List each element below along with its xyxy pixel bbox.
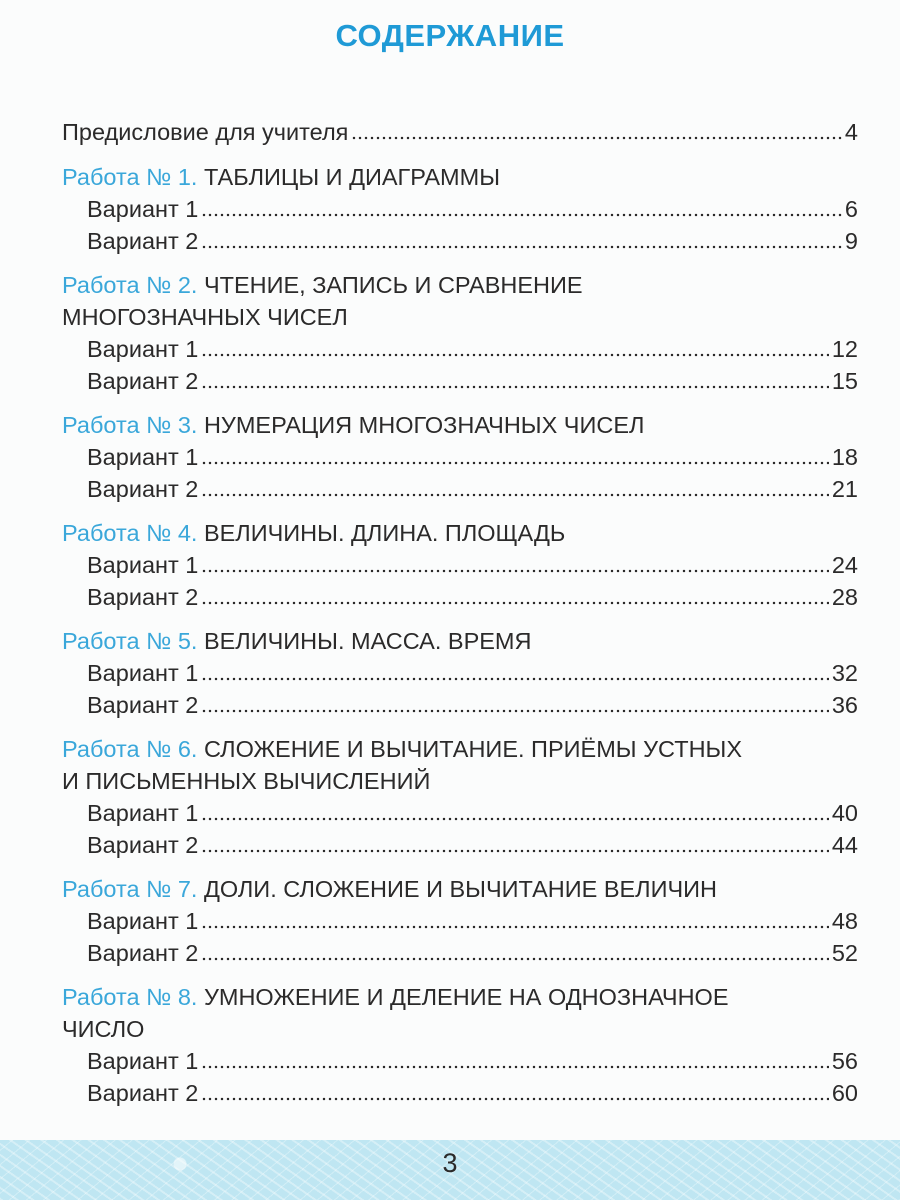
dot-leader [201,817,829,821]
entry-label: Вариант 1 [87,908,199,934]
work-number: Работа № 1. [62,164,198,190]
work-title: МНОГОЗНАЧНЫХ ЧИСЕЛ [62,304,348,330]
dot-leader [201,213,842,217]
dot-leader [201,709,829,713]
work-number: Работа № 7. [62,876,198,902]
toc-entry-preface[interactable] [62,116,858,149]
entry-page: 32 [831,660,858,686]
entry-label: Вариант 2 [87,940,199,966]
entry-page: 15 [831,368,858,394]
dot-leader [201,677,829,681]
entry-label: Вариант 1 [87,1048,199,1074]
dot-leader [201,1065,829,1069]
toc-entry-variant[interactable] [62,1077,858,1109]
work-title: НУМЕРАЦИЯ МНОГОЗНАЧНЫХ ЧИСЕЛ [203,412,645,438]
toc-entry-variant[interactable] [62,549,858,581]
work-title: УМНОЖЕНИЕ И ДЕЛЕНИЕ НА ОДНОЗНАЧНОЕ [203,984,729,1010]
work-number: Работа № 3. [62,412,198,438]
entry-page: 40 [831,800,858,826]
toc-entry-variant[interactable] [62,581,858,613]
work-title: ВЕЛИЧИНЫ. МАССА. ВРЕМЯ [203,628,532,654]
work-heading[interactable] [62,733,858,765]
dot-leader [201,385,829,389]
toc-entry-variant[interactable] [62,905,858,937]
toc-entry-variant[interactable] [62,333,858,365]
toc-entry-variant[interactable] [62,1045,858,1077]
entry-label: Вариант 2 [87,368,199,394]
entry-label: Вариант 2 [87,692,199,718]
entry-label: Вариант 1 [87,444,199,470]
work-heading[interactable] [62,301,858,333]
entry-page: 4 [844,119,858,145]
work-heading[interactable] [62,1013,858,1045]
work-number: Работа № 8. [62,984,198,1010]
entry-label: Вариант 1 [87,552,199,578]
entry-label: Вариант 1 [87,800,199,826]
work-heading[interactable] [62,873,858,905]
toc-entry-variant[interactable] [62,473,858,505]
page-title: СОДЕРЖАНИЕ [335,18,565,53]
entry-page: 56 [831,1048,858,1074]
toc-entry-variant[interactable] [62,689,858,721]
work-heading[interactable] [62,625,858,657]
entry-page: 24 [831,552,858,578]
entry-label: Вариант 1 [87,336,199,362]
work-heading[interactable] [62,269,858,301]
dot-leader [201,461,829,465]
dot-leader [201,849,829,853]
work-title: ЧИСЛО [62,1016,145,1042]
entry-page: 9 [844,228,858,254]
entry-label: Вариант 1 [87,196,199,222]
toc-entry-variant[interactable] [62,193,858,225]
work-heading[interactable] [62,765,858,797]
toc-entry-variant[interactable] [62,225,858,257]
entry-page: 48 [831,908,858,934]
toc-entry-variant[interactable] [62,829,858,861]
entry-label: Вариант 2 [87,1080,199,1106]
toc-entry-variant[interactable] [62,365,858,397]
work-number: Работа № 5. [62,628,198,654]
work-heading[interactable] [62,161,858,193]
dot-leader [201,601,829,605]
entry-page: 36 [831,692,858,718]
entry-label: Вариант 1 [87,660,199,686]
entry-page: 52 [831,940,858,966]
dot-leader [201,925,829,929]
work-title: ДОЛИ. СЛОЖЕНИЕ И ВЫЧИТАНИЕ ВЕЛИЧИН [203,876,718,902]
entry-page: 18 [831,444,858,470]
work-title: СЛОЖЕНИЕ И ВЫЧИТАНИЕ. ПРИЁМЫ УСТНЫХ [203,736,743,762]
work-heading[interactable] [62,517,858,549]
dot-leader [201,353,829,357]
dot-leader [351,136,842,140]
work-number: Работа № 4. [62,520,198,546]
entry-label: Предисловие для учителя [62,119,349,145]
entry-page: 44 [831,832,858,858]
work-heading[interactable] [62,981,858,1013]
entry-page: 21 [831,476,858,502]
work-title: ЧТЕНИЕ, ЗАПИСЬ И СРАВНЕНИЕ [203,272,583,298]
dot-leader [201,957,829,961]
work-number: Работа № 6. [62,736,198,762]
work-heading[interactable] [62,409,858,441]
entry-page: 6 [844,196,858,222]
table-of-contents [62,116,858,1109]
work-number: Работа № 2. [62,272,198,298]
dot-leader [201,569,829,573]
entry-label: Вариант 2 [87,228,199,254]
toc-entry-variant[interactable] [62,441,858,473]
entry-page: 60 [831,1080,858,1106]
toc-entry-variant[interactable] [62,657,858,689]
dot-leader [201,493,829,497]
entry-page: 28 [831,584,858,610]
entry-page: 12 [831,336,858,362]
work-title: ВЕЛИЧИНЫ. ДЛИНА. ПЛОЩАДЬ [203,520,566,546]
page-number: 3 [442,1148,458,1178]
entry-label: Вариант 2 [87,476,199,502]
toc-entry-variant[interactable] [62,937,858,969]
dot-leader [201,245,842,249]
dot-leader [201,1097,829,1101]
work-title: ТАБЛИЦЫ И ДИАГРАММЫ [203,164,501,190]
work-title: И ПИСЬМЕННЫХ ВЫЧИСЛЕНИЙ [62,768,431,794]
toc-entry-variant[interactable] [62,797,858,829]
entry-label: Вариант 2 [87,584,199,610]
entry-label: Вариант 2 [87,832,199,858]
